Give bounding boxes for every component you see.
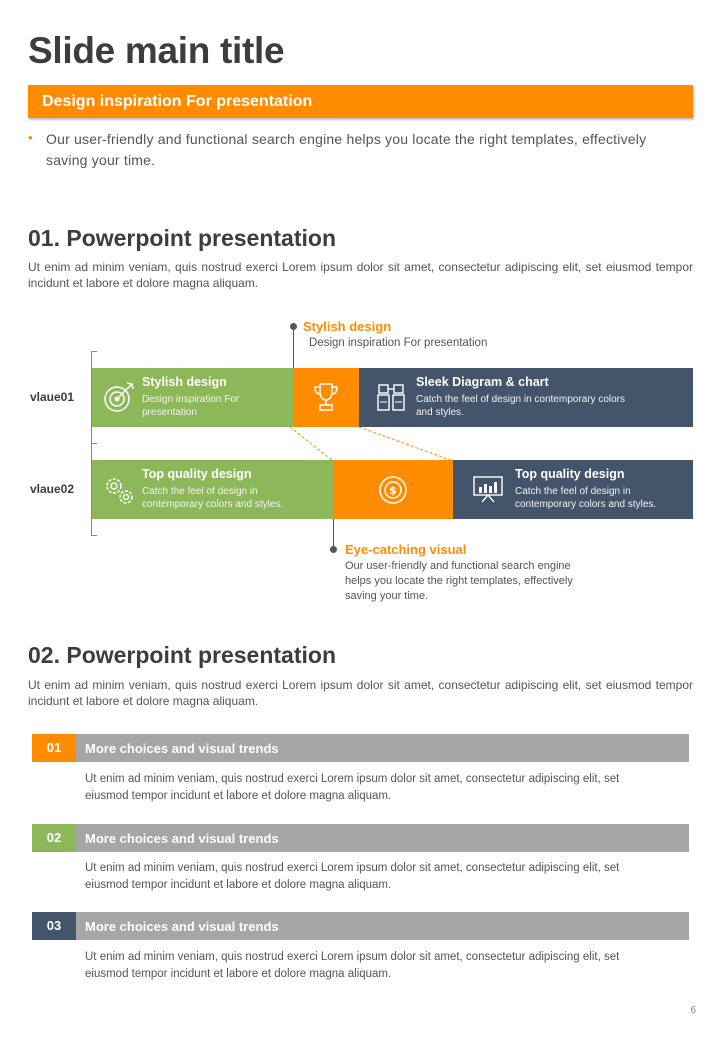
section2-heading: 02. Powerpoint presentation: [28, 642, 336, 668]
row2-dark-segment: [453, 460, 693, 519]
item2-text: Ut enim ad minim veniam, quis nostrud exerci Lorem ipsum dolor sit amet, consectetur adipiscing elit, set eiusmod tempor incidunt et labore et dolore magna aliquam.: [85, 862, 620, 891]
row1-dark-title: Sleek Diagram & chart: [416, 375, 549, 389]
svg-text:$: $: [389, 484, 397, 497]
row1-dark-segment: [359, 368, 693, 427]
row1-green-segment: [92, 368, 293, 427]
item2-number: 02: [32, 824, 76, 852]
presentation-board-icon: [472, 475, 504, 503]
row2-dark-title: Top quality design: [515, 467, 625, 481]
dashed-connectors: [280, 425, 470, 465]
row2-green-desc: Catch the feel of design in contemporary colors and styles.: [142, 486, 284, 510]
item3-text: Ut enim ad minim veniam, quis nostrud exerci Lorem ipsum dolor sit amet, consectetur adipiscing elit, set eiusmod tempor incidunt et labore et dolore magna aliquam.: [85, 951, 620, 980]
subtitle-banner: [28, 85, 693, 118]
row1-green-desc: Design inspiration For presentation: [142, 394, 240, 418]
row2-green-title: Top quality design: [142, 467, 252, 481]
intro-text: Our user-friendly and functional search engine helps you locate the right templates, effectively saving your time.: [46, 131, 647, 168]
item1-label: More choices and visual trends: [85, 741, 279, 756]
row2-dark-desc: Catch the feel of design in contemporary colors and styles.: [515, 486, 657, 510]
page-title: Slide main title: [28, 30, 285, 71]
callout-top-title: Stylish design: [303, 319, 392, 334]
coin-icon: [377, 474, 409, 506]
item3-label: More choices and visual trends: [85, 919, 279, 934]
section2-text: Ut enim ad minim veniam, quis nostrud exerci Lorem ipsum dolor sit amet, consectetur adipiscing elit, set eiusmod tempor incidunt et labore et dolore magna aliquam.: [28, 678, 693, 708]
target-icon: [102, 380, 136, 414]
binoculars-icon: [376, 381, 406, 413]
item2-bar: [76, 824, 689, 852]
section1-heading: 01. Powerpoint presentation: [28, 225, 336, 251]
banner-text: Design inspiration For presentation: [42, 93, 313, 110]
callout-top-dot: [290, 323, 297, 330]
row2-green-segment: [92, 460, 333, 519]
item1-number: 01: [32, 734, 76, 762]
item2-label: More choices and visual trends: [85, 831, 279, 846]
gears-icon: [102, 473, 136, 507]
callout-bottom-title: Eye-catching visual: [345, 542, 467, 557]
page-number: 6: [690, 1005, 696, 1016]
trophy-icon: [313, 382, 339, 412]
callout-bottom-line: [333, 519, 334, 547]
row1-orange-segment: [293, 368, 359, 427]
callout-top-line: [293, 330, 294, 368]
item1-text: Ut enim ad minim veniam, quis nostrud exerci Lorem ipsum dolor sit amet, consectetur adipiscing elit, set eiusmod tempor incidunt et labore et dolore magna aliquam.: [85, 773, 620, 802]
section1-text: Ut enim ad minim veniam, quis nostrud exerci Lorem ipsum dolor sit amet, consectetur adipiscing elit, set eiusmod tempor incidunt et labore et dolore magna aliquam.: [28, 260, 693, 290]
row1-green-title: Stylish design: [142, 375, 227, 389]
row2-orange-segment: [333, 460, 453, 519]
item3-bar: [76, 912, 689, 940]
callout-top-desc: Design inspiration For presentation: [309, 337, 488, 349]
row-label-2: vlaue02: [30, 482, 75, 496]
row-label-1: vlaue01: [30, 390, 75, 404]
callout-bottom-desc: Our user-friendly and functional search engine helps you locate the right templates, effectively saving your time.: [345, 560, 573, 602]
row1-dark-desc: Catch the feel of design in contemporary colors and styles.: [416, 394, 625, 418]
callout-bottom-dot: [330, 546, 337, 553]
item3-number: 03: [32, 912, 76, 940]
bullet-icon: •: [28, 130, 33, 145]
item1-bar: [76, 734, 689, 762]
